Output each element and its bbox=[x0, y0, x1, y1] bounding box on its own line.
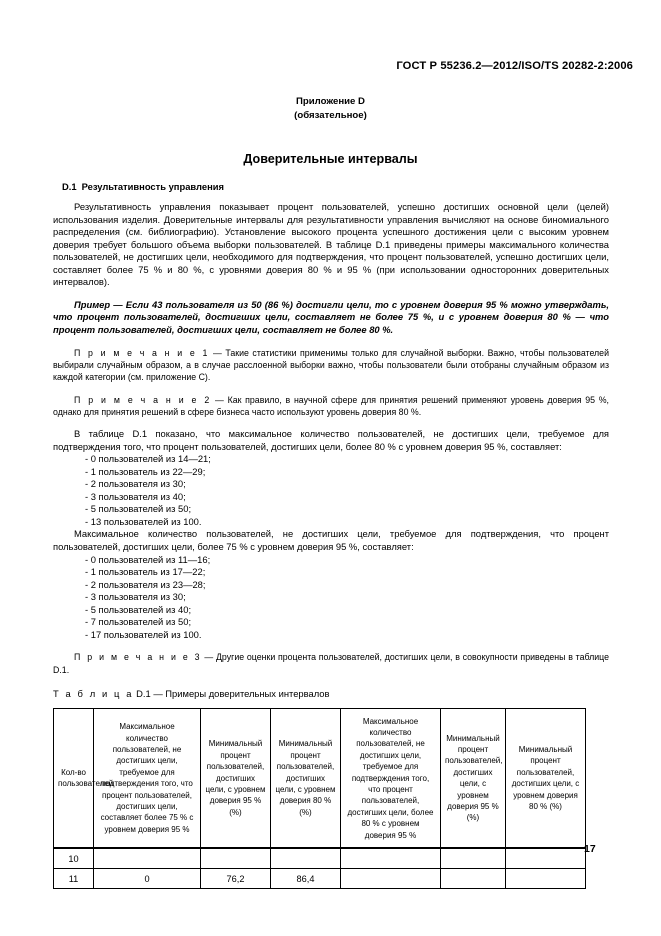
table-caption-word: Т а б л и ц а bbox=[53, 687, 134, 699]
list-item: - 7 пользователей из 50; bbox=[85, 616, 192, 628]
list-item: - 1 пользователь из 17—22; bbox=[85, 566, 206, 578]
lead-paragraph-80: В таблице D.1 показано, что максимальное количество пользователей, не достигших цели, требуемое для подтверждения того, что процент пользователей, достигших цели, более 80 % с уровнем доверия 95 %, составляет: bbox=[53, 428, 609, 452]
note-1-text: — Такие статистики применимы только для случайной выборки. Важно, чтобы пользователей выбирали случайным образом, а в случае расслоенной выборки важно, чтобы пользователи были отобраны случайным образом из каждой категории (см. приложение С). bbox=[53, 347, 609, 383]
column-header-min-pct-95-b: Минимальный процент пользователей, достигших цели, с уровнем доверия 95 % (%) bbox=[441, 708, 506, 848]
table-cell bbox=[271, 848, 341, 869]
note-1-label: П р и м е ч а н и е 1 bbox=[74, 347, 210, 358]
table-cell: 11 bbox=[54, 869, 94, 889]
confidence-interval-table bbox=[53, 708, 586, 890]
list-item: - 0 пользователей из 14—21; bbox=[85, 453, 211, 465]
list-item: - 3 пользователя из 40; bbox=[85, 490, 186, 502]
column-header-min-pct-95-a: Минимальный процент пользователей, достигших цели, с уровнем доверия 95 % (%) bbox=[201, 708, 271, 848]
list-item: - 3 пользователя из 30; bbox=[85, 591, 186, 603]
table-cell: 86,4 bbox=[271, 869, 341, 889]
example-paragraph: Пример — Если 43 пользователя из 50 (86 %) достигли цели, то с уровнем доверия 95 % можно утверждать, что процент пользователей, достигших цели, составляет не более 75 %, и с уровнем доверия 80 % — что процент пользователей, достигших цели, составляет не более 80 %. bbox=[53, 298, 609, 336]
table-cell bbox=[341, 848, 441, 869]
table-row bbox=[54, 869, 586, 889]
list-item: - 0 пользователей из 11—16; bbox=[85, 553, 211, 565]
note-2-label: П р и м е ч а н и е 2 bbox=[74, 394, 212, 405]
table-cell: 76,2 bbox=[201, 869, 271, 889]
standard-header: ГОСТ Р 55236.2—2012/ISO/TS 20282-2:2006 bbox=[396, 60, 633, 72]
table-cell: 0 bbox=[94, 869, 201, 889]
table-cell bbox=[506, 848, 586, 869]
column-header-min-pct-80-b: Минимальный процент пользователей, достигших цели, с уровнем доверия 80 % (%) bbox=[506, 708, 586, 848]
annex-subtitle: (обязательное) bbox=[294, 110, 367, 121]
note-3 bbox=[53, 651, 609, 676]
page-number: 17 bbox=[584, 843, 596, 855]
note-1 bbox=[53, 347, 609, 384]
note-2-text: — Как правило, в научной сфере для принятия решений применяют уровень доверия 95 %, однако для принятия решений в сфере бизнеса часто используют уровень доверия 80 %. bbox=[53, 394, 609, 417]
table-cell bbox=[441, 848, 506, 869]
note-3-label: П р и м е ч а н и е 3 bbox=[74, 652, 202, 663]
column-header-max-failed-80: Максимальное количество пользователей, не достигших цели, требуемое для подтверждения того, что процент пользователей, достигших цели, более 80 % с уровнем доверия 95 % bbox=[341, 708, 441, 848]
list-item: - 1 пользователь из 22—29; bbox=[85, 465, 206, 477]
table-row bbox=[54, 848, 586, 869]
list-item: - 2 пользователя из 30; bbox=[85, 478, 186, 490]
clause-title-text: Результативность управления bbox=[81, 181, 224, 192]
column-header-users-count: Кол-во пользователей bbox=[54, 708, 94, 848]
table-cell bbox=[441, 869, 506, 889]
list-item: - 5 пользователей из 40; bbox=[85, 603, 192, 615]
list-item: - 17 пользователей из 100. bbox=[85, 628, 202, 640]
list-item: - 13 пользователей из 100. bbox=[85, 515, 202, 527]
list-threshold-80 bbox=[53, 453, 609, 528]
note-3-text: — Другие оценки процента пользователей, достигших цели, в совокупности приведены в таблице D.1. bbox=[53, 652, 609, 675]
clause-number: D.1 bbox=[62, 181, 77, 192]
table-caption bbox=[53, 688, 609, 700]
note-2 bbox=[53, 394, 609, 419]
list-item: - 2 пользователя из 23—28; bbox=[85, 578, 206, 590]
annex-title: Приложение D bbox=[296, 96, 365, 107]
table-cell bbox=[94, 848, 201, 869]
table-cell bbox=[341, 869, 441, 889]
intro-paragraph: Результативность управления показывает процент пользователей, успешно достигших основной цели (целей) использования изделия. Доверительные интервалы для результативности управления вычисляют на основе биномиального распределения (см. библиографию). Установление высокого процента успешного достижения цели с высоким уровнем доверия требует большого объема выборки пользователей. В таблице D.1 приведены примеры максимального количества пользователей, не достигших цели, необходимого для подтверждения, что процент пользователей, успешно достигших цели, составляет более 75 % и 80 %, с уровнями доверия 80 % и 95 % (при использовании односторонних доверительных интервалов). bbox=[53, 201, 609, 288]
clause-heading bbox=[62, 181, 609, 192]
column-header-max-failed-75: Максимальное количество пользователей, не достигших цели, требуемое для подтверждения того, что процент пользователей, достигших цели, составляет более 75 % с уровнем доверия 95 % bbox=[94, 708, 201, 848]
document-body bbox=[53, 181, 609, 889]
table-header-row bbox=[54, 708, 586, 848]
table-cell bbox=[506, 869, 586, 889]
list-threshold-75 bbox=[53, 554, 609, 642]
list-item: - 5 пользователей из 50; bbox=[85, 503, 192, 515]
page-title: Доверительные интервалы bbox=[243, 152, 418, 166]
column-header-min-pct-80-a: Минимальный процент пользователей, достигших цели, с уровнем доверия 80 % (%) bbox=[271, 708, 341, 848]
table-cell: 10 bbox=[54, 848, 94, 869]
lead-paragraph-75: Максимальное количество пользователей, не достигших цели, требуемое для подтверждения, что процент пользователей, достигших цели, более 75 % с уровнем доверия 95 %, составляет: bbox=[53, 528, 609, 553]
table-cell bbox=[201, 848, 271, 869]
annex-heading bbox=[0, 95, 661, 123]
table-caption-rest: D.1 — Примеры доверительных интервалов bbox=[133, 687, 330, 699]
